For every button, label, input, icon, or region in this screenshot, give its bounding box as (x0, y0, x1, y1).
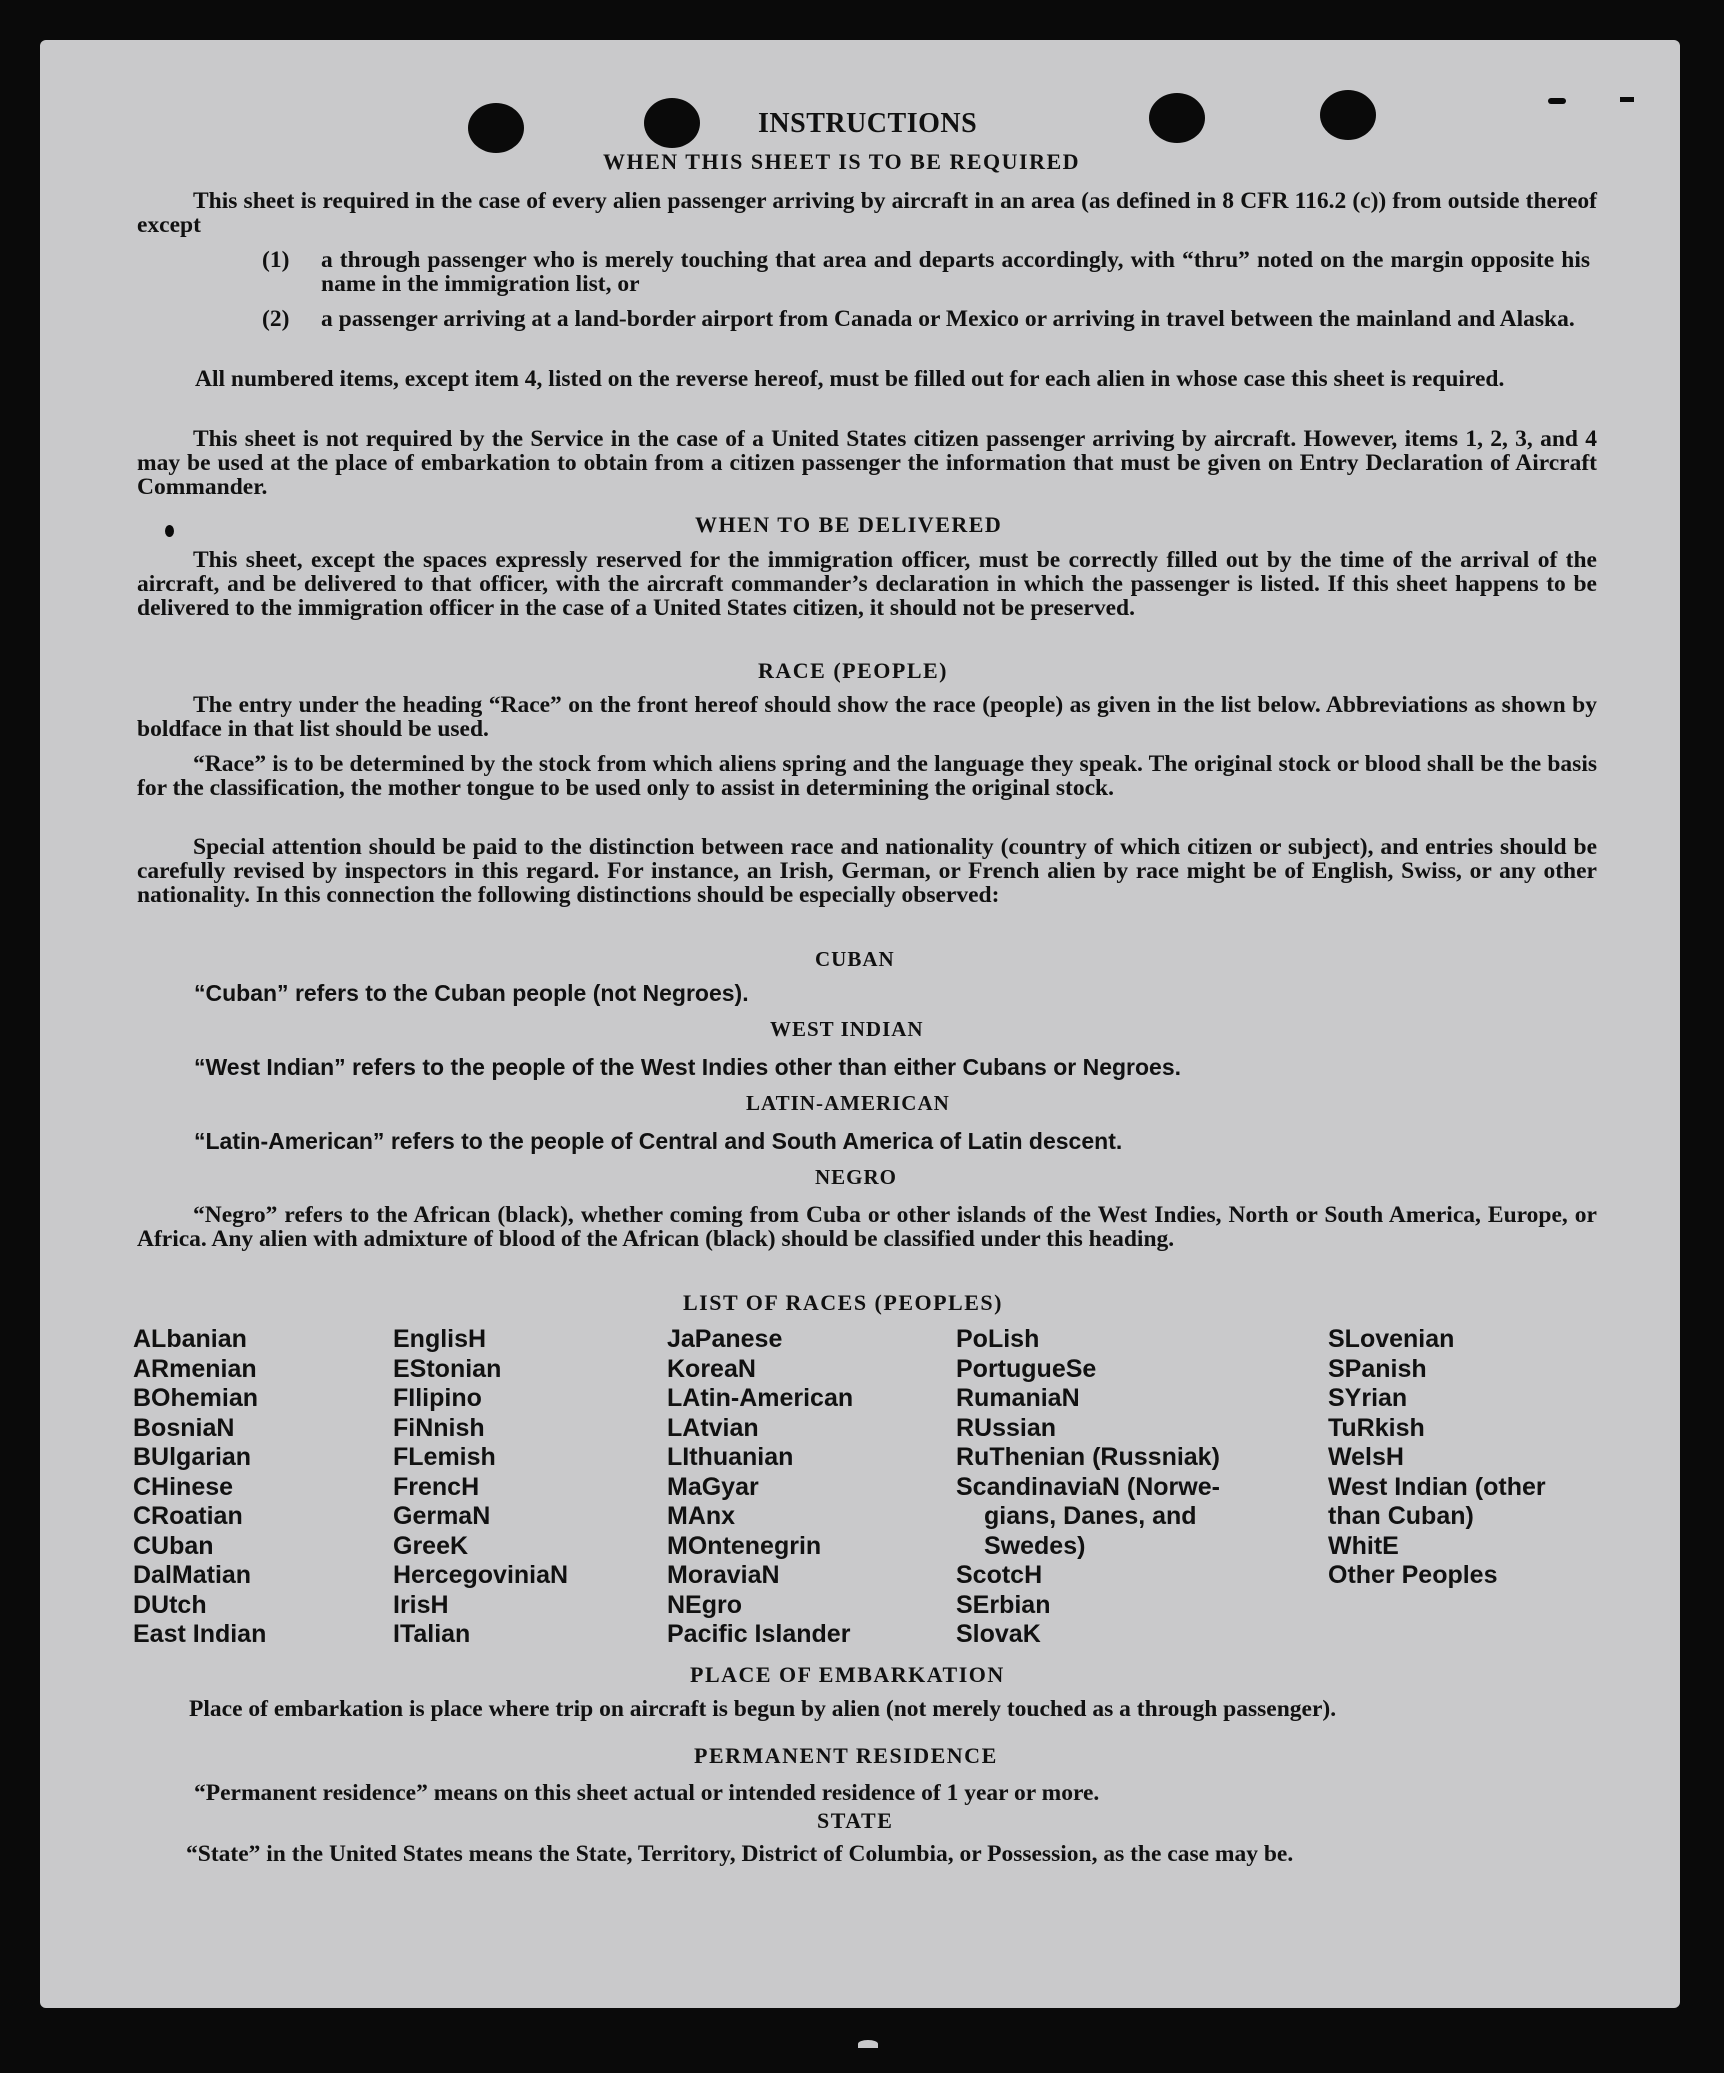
race-item: FLemish (393, 1443, 496, 1471)
text-place-of-embarkation: Place of embarkation is place where trip on aircraft is begun by alien (not merely touched as a through passenger). (189, 1696, 1337, 1722)
text-latin-american: “Latin-American” refers to the people of Central and South America of Latin descent. (194, 1128, 1123, 1154)
race-item: Other Peoples (1328, 1561, 1498, 1589)
race-item: FiNnish (393, 1413, 485, 1442)
paragraph-delivery: This sheet, except the spaces expressly reserved for the immigration officer, must be correctly filled out by the time of the arrival of the aircraft, and be delivered to that officer, with the aircraft commander’s declaration in which the passenger is listed. If this sheet happens to be delivered to the immigration officer in the case of a United States citizen, it should not be preserved. (137, 547, 1597, 621)
punch-hole (1149, 93, 1205, 143)
race-item: WhitE (1328, 1531, 1399, 1560)
race-item: SYrian (1328, 1384, 1408, 1412)
page-title: INSTRUCTIONS (758, 108, 978, 139)
race-item: CUban (133, 1531, 214, 1560)
heading-race: RACE (PEOPLE) (758, 658, 948, 683)
race-column (393, 1325, 568, 1650)
race-item: GermaN (393, 1502, 491, 1530)
race-column (133, 1325, 266, 1650)
paragraph-required-intro: This sheet is required in the case of every alien passenger arriving by aircraft in an area (as defined in 8 CFR 116.2 (c)) from outside thereof except (137, 188, 1597, 238)
race-item: BOhemian (133, 1384, 259, 1412)
ink-mark (1620, 97, 1634, 102)
ink-mark (165, 525, 174, 537)
race-item: RumaniaN (956, 1384, 1080, 1412)
paragraph-citizen-passenger: This sheet is not required by the Service in the case of a United States citizen passenger arriving by aircraft. However, items 1, 2, 3, and 4 may be used at the place of embarkation to obtain from a citizen passenger the information that must be given on Entry Declaration of Aircraft Commander. (137, 426, 1597, 500)
race-item: DalMatian (133, 1561, 252, 1589)
race-item: SlovaK (956, 1620, 1041, 1648)
exception-item-2 (262, 307, 1590, 331)
race-item: ScotcH (956, 1561, 1043, 1589)
text-negro: “Negro” refers to the African (black), whether coming from Cuba or other islands of the West Indies, North or South America, Europe, or Africa. Any alien with admixture of blood of the African (black) should be classified under this heading. (137, 1202, 1597, 1252)
item-text: a through passenger who is merely touching that area and departs accordingly, with “thru” noted on the margin opposite his name in the immigration list, or (321, 247, 1590, 297)
race-item: East Indian (133, 1620, 267, 1648)
punch-hole (1320, 90, 1376, 140)
race-item: JaPanese (667, 1325, 783, 1353)
heading-place-of-embarkation: PLACE OF EMBARKATION (690, 1662, 1005, 1687)
race-item: MaGyar (667, 1472, 759, 1501)
race-item: TuRkish (1328, 1413, 1425, 1442)
race-item: MoraviaN (667, 1561, 780, 1589)
heading-cuban: CUBAN (815, 947, 895, 971)
punch-hole (644, 98, 700, 148)
race-item: ITalian (393, 1620, 471, 1648)
race-item: BosniaN (133, 1413, 235, 1442)
race-item: IrisH (393, 1590, 449, 1619)
race-item: MOntenegrin (667, 1531, 822, 1560)
text-permanent-residence: “Permanent residence” means on this sheet actual or intended residence of 1 year or more. (194, 1780, 1100, 1806)
heading-when-required: WHEN THIS SHEET IS TO BE REQUIRED (603, 149, 1081, 174)
race-item: WelsH (1328, 1443, 1404, 1471)
race-item: MAnx (667, 1502, 736, 1530)
race-item: SErbian (956, 1590, 1051, 1619)
paragraph-race-determination: “Race” is to be determined by the stock from which aliens spring and the language they speak. The original stock or blood shall be the basis for the classification, the mother tongue to be used only to assist in determining the original stock. (137, 751, 1597, 801)
race-item: than Cuban) (1328, 1502, 1474, 1530)
race-item: LAtin-American (667, 1384, 854, 1412)
ink-mark (1548, 98, 1566, 104)
item-number: (1) (262, 247, 290, 273)
race-item: EStonian (393, 1354, 502, 1383)
race-item: LIthuanian (667, 1443, 794, 1471)
race-item: BUlgarian (133, 1443, 252, 1471)
race-column (667, 1325, 853, 1650)
race-item: ScandinaviaN (Norwe- (956, 1472, 1220, 1501)
race-item: Pacific Islander (667, 1620, 851, 1648)
race-list (133, 1325, 1583, 1665)
race-item: SPanish (1328, 1354, 1427, 1383)
ink-mark (858, 2040, 878, 2048)
punch-hole (468, 103, 524, 153)
heading-when-delivered: WHEN TO BE DELIVERED (695, 512, 1003, 537)
race-item: RuThenian (Russniak) (956, 1443, 1220, 1471)
race-item: SLovenian (1328, 1325, 1455, 1353)
race-item: FIlipino (393, 1384, 482, 1412)
race-item: NEgro (667, 1590, 742, 1619)
heading-latin-american: LATIN-AMERICAN (746, 1091, 950, 1115)
race-item: West Indian (other (1328, 1472, 1546, 1501)
exception-item-1 (262, 248, 1590, 296)
race-item: KoreaN (667, 1354, 756, 1383)
race-item: LAtvian (667, 1413, 759, 1442)
text-west-indian: “West Indian” refers to the people of the West Indies other than either Cubans or Negroes. (194, 1054, 1182, 1080)
race-item: EnglisH (393, 1325, 487, 1353)
heading-negro: NEGRO (815, 1165, 898, 1189)
race-item: RUssian (956, 1413, 1057, 1442)
race-column (956, 1325, 1220, 1650)
heading-list-of-races: LIST OF RACES (PEOPLES) (683, 1290, 1003, 1315)
paragraph-race-entry: The entry under the heading “Race” on the front hereof should show the race (people) as given in the list below. Abbreviations as shown by boldface in that list should be used. (137, 692, 1597, 742)
race-item: CHinese (133, 1472, 234, 1501)
paragraph-race-nationality: Special attention should be paid to the distinction between race and nationality (country of which citizen or subject), and entries should be carefully revised by inspectors in this regard. For instance, an Irish, German, or French alien by race might be of English, Swiss, or any other nationality. In this connection the following distinctions should be especially observed: (137, 834, 1597, 908)
race-item: gians, Danes, and (984, 1502, 1197, 1530)
race-item: Swedes) (984, 1531, 1086, 1560)
heading-permanent-residence: PERMANENT RESIDENCE (694, 1743, 998, 1768)
text-cuban: “Cuban” refers to the Cuban people (not Negroes). (194, 980, 749, 1006)
race-item: DUtch (133, 1590, 207, 1619)
item-number: (2) (262, 306, 290, 332)
heading-state: STATE (817, 1808, 894, 1833)
text-state: “State” in the United States means the State, Territory, District of Columbia, or Possession, as the case may be. (186, 1841, 1294, 1867)
race-item: PoLish (956, 1325, 1040, 1353)
race-item: PortugueSe (956, 1354, 1097, 1383)
race-item: ALbanian (133, 1325, 247, 1353)
race-item: GreeK (393, 1531, 469, 1560)
race-item: HercegoviniaN (393, 1561, 569, 1589)
item-text: a passenger arriving at a land-border airport from Canada or Mexico or arriving in travel between the mainland and Alaska. (321, 306, 1575, 332)
heading-west-indian: WEST INDIAN (770, 1017, 924, 1041)
race-item: CRoatian (133, 1502, 243, 1530)
race-item: FrencH (393, 1472, 480, 1501)
paragraph-numbered-items: All numbered items, except item 4, listed on the reverse hereof, must be filled out for each alien in whose case this sheet is required. (195, 366, 1505, 392)
race-item: ARmenian (133, 1354, 257, 1383)
race-column (1328, 1325, 1546, 1591)
